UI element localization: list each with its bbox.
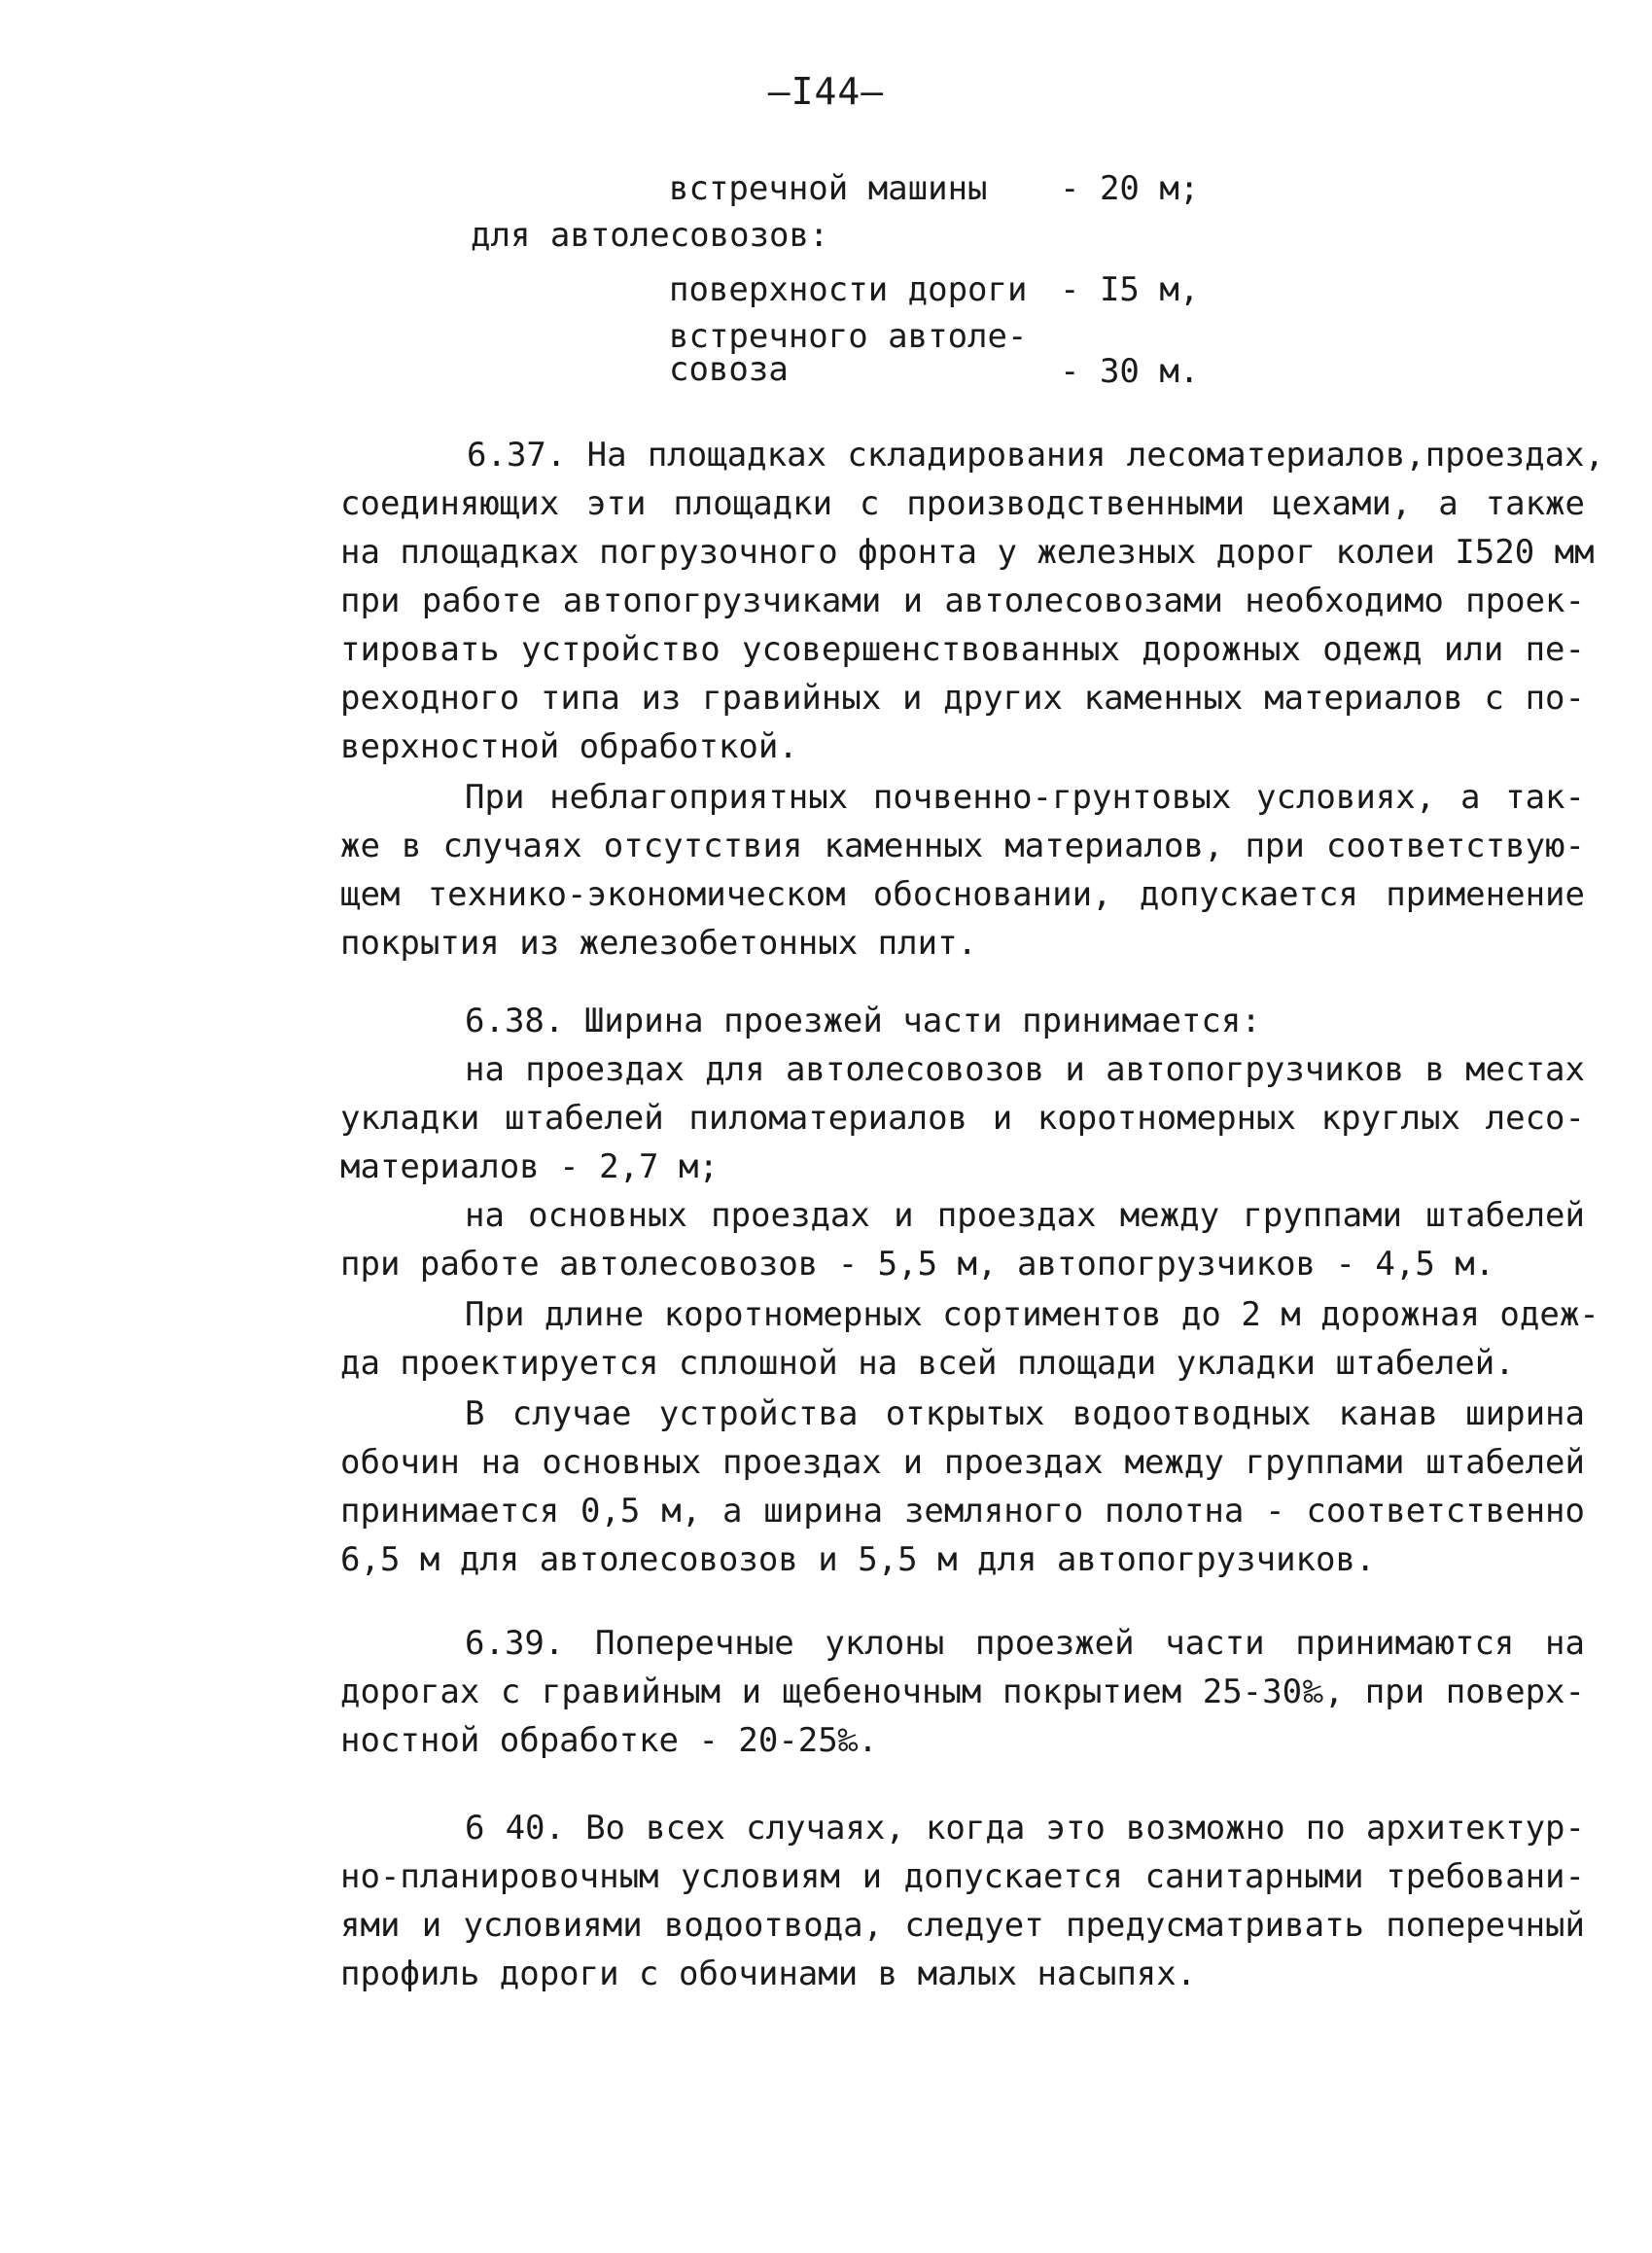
p640-line: но-планировочным условиям и допускается санитарными требовани- <box>340 1857 1585 1896</box>
p637-line: при работе автопогрузчиками и автолесовозами необходимо проек- <box>340 581 1585 620</box>
p637-line: соединяющих эти площадки с производственными цехами, а также <box>340 484 1585 523</box>
p637b-line: щем технико-экономическом обосновании, допускается применение <box>340 875 1585 914</box>
intro-line-2: для автолесовозов: <box>471 216 829 255</box>
p638-line: укладки штабелей пиломатериалов и коротномерных круглых лесо- <box>340 1099 1585 1138</box>
p638-line: При длине коротномерных сортиментов до 2 м дорожная одеж- <box>465 1295 1599 1334</box>
p640-line: ями и условиями водоотвода, следует предусматривать поперечный <box>340 1906 1585 1945</box>
p638-line: да проектируется сплошной на всей площади укладки штабелей. <box>340 1344 1515 1383</box>
intro-line-3-value: - I5 м, <box>1060 270 1200 309</box>
p639-line: 6.39. Поперечные уклоны проезжей части принимаются на <box>465 1624 1585 1663</box>
p637-line: 6.37. На площадках складирования лесоматериалов,проездах, <box>467 436 1604 475</box>
p637-line: реходного типа из гравийных и других каменных материалов с по- <box>340 679 1585 718</box>
intro-line-1-value: - 20 м; <box>1060 169 1200 208</box>
p638-line: принимается 0,5 м, а ширина земляного полотна - соответственно <box>340 1492 1585 1531</box>
p637-line: верхностной обработкой. <box>340 727 798 766</box>
p638-line: обочин на основных проездах и проездах между группами штабелей <box>340 1443 1585 1482</box>
p638-line: материалов - 2,7 м; <box>340 1147 719 1186</box>
p637-line: тировать устройство усовершенствованных дорожных одежд или пе- <box>340 630 1585 669</box>
intro-line-5-value: - 30 м. <box>1060 352 1200 391</box>
p637b-line: покрытия из железобетонных плит. <box>340 924 978 963</box>
p639-line: дорогах с гравийным и щебеночным покрытием 25-30‰, при поверх- <box>340 1672 1585 1711</box>
p638-line: при работе автолесовозов - 5,5 м, автопогрузчиков - 4,5 м. <box>340 1245 1495 1284</box>
p640-line: 6 40. Во всех случаях, когда это возможно по архитектур- <box>465 1809 1585 1848</box>
intro-line-5-label: совоза <box>669 350 789 389</box>
page-number: —I44— <box>767 70 885 113</box>
intro-line-3-label: поверхности дороги <box>669 270 1028 309</box>
intro-line-1-label: встречной машины <box>669 169 988 208</box>
p637b-line: При неблагоприятных почвенно-грунтовых условиях, а так- <box>465 778 1585 817</box>
p638-line: на проездах для автолесовозов и автопогрузчиков в местах <box>465 1050 1585 1089</box>
p638-line: на основных проездах и проездах между группами штабелей <box>465 1196 1585 1235</box>
p638-line: В случае устройства открытых водоотводных канав ширина <box>465 1394 1585 1433</box>
p639-line: ностной обработке - 20-25‰. <box>340 1721 878 1760</box>
p638-line: 6.38. Ширина проезжей части принимается: <box>465 1002 1261 1040</box>
intro-line-4: встречного автоле- <box>669 317 1028 356</box>
p637b-line: же в случаях отсутствия каменных материалов, при соответствую- <box>340 827 1585 865</box>
p640-line: профиль дороги с обочинами в малых насыпях. <box>340 1954 1197 1993</box>
p638-line: 6,5 м для автолесовозов и 5,5 м для автопогрузчиков. <box>340 1540 1376 1579</box>
p637-line: на площадках погрузочного фронта у железных дорог колеи I520 мм <box>340 533 1595 572</box>
